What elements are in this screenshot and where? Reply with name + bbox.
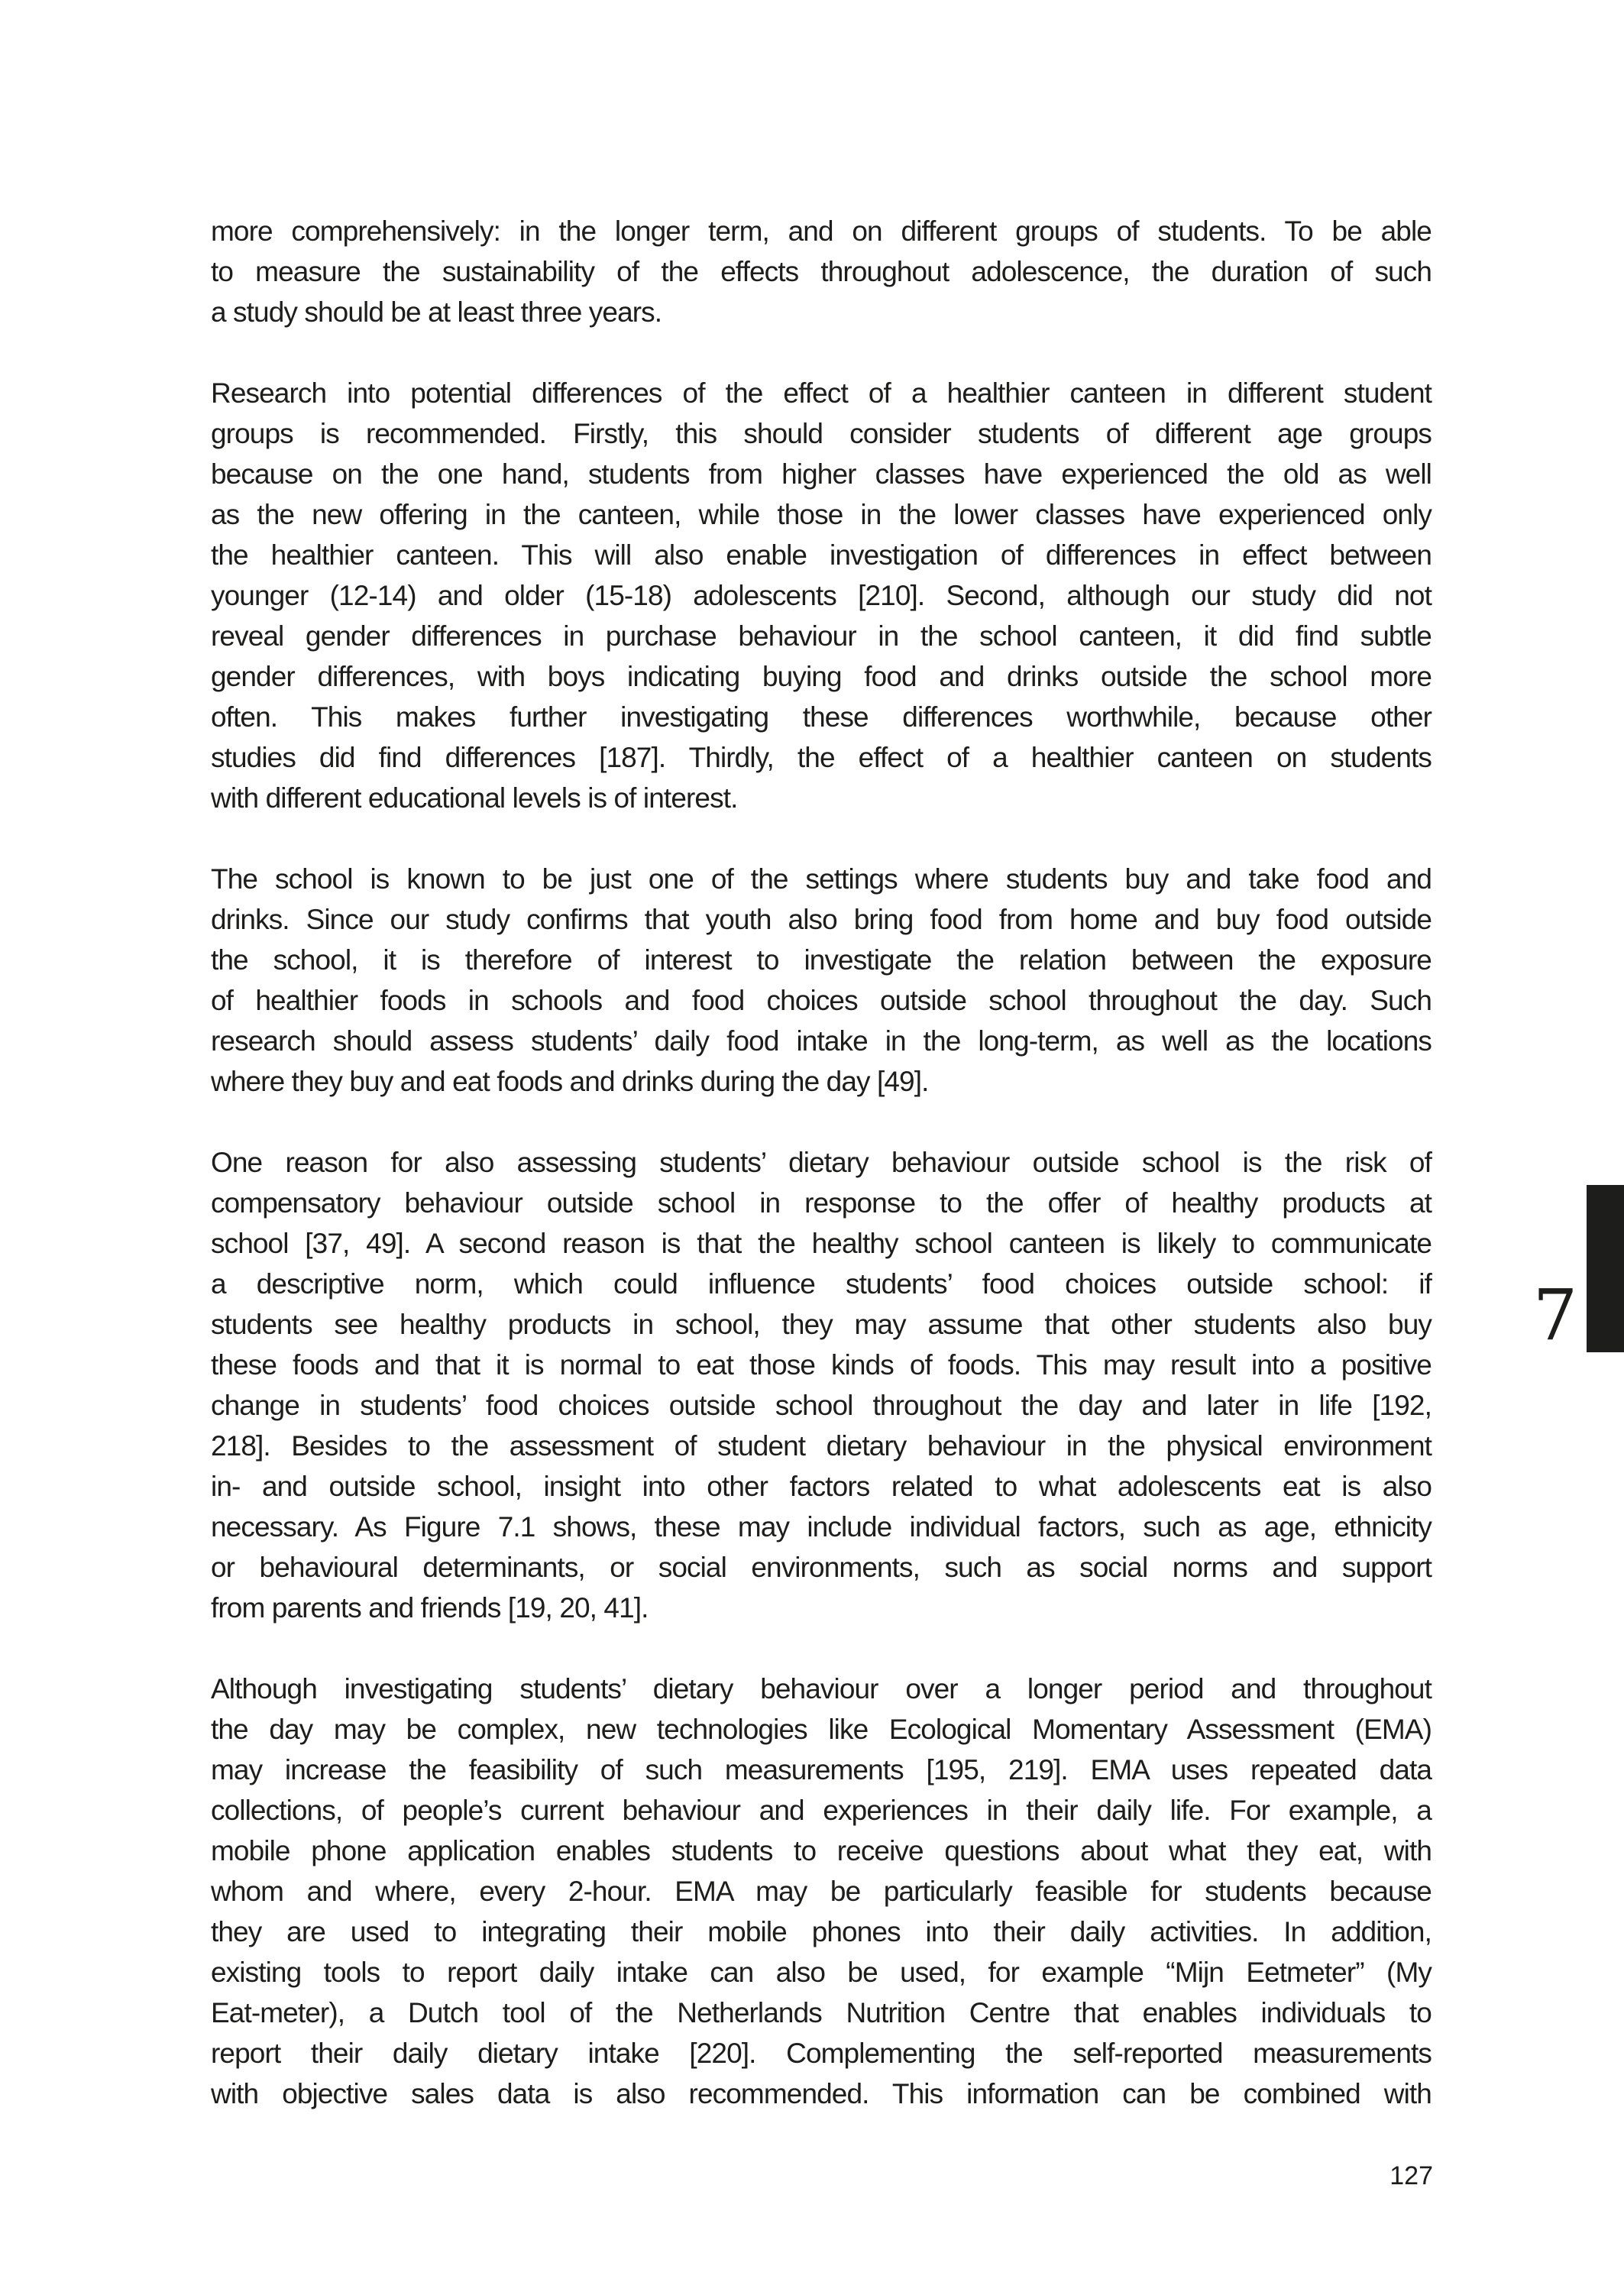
text-line: reveal gender differences in purchase behaviour in the school canteen, it did find subtle	[211, 620, 1432, 652]
text-line: students see healthy products in school, they may assume that other students also buy	[211, 1309, 1432, 1340]
page-number: 127	[1389, 2161, 1433, 2190]
text-line: collections, of people’s current behaviour and experiences in their daily life. For example, a	[211, 1795, 1432, 1826]
text-line: whom and where, every 2-hour. EMA may be particularly feasible for students because	[211, 1876, 1432, 1907]
text-line: where they buy and eat foods and drinks during the day [49].	[211, 1066, 929, 1097]
paragraph-2	[211, 373, 1432, 818]
text-line: gender differences, with boys indicating buying food and drinks outside the school more	[211, 661, 1432, 692]
text-line: younger (12-14) and older (15-18) adolescents [210]. Second, although our study did not	[211, 580, 1432, 611]
chapter-tab-bar	[1587, 1185, 1624, 1352]
text-line: One reason for also assessing students’ dietary behaviour outside school is the risk of	[211, 1147, 1432, 1178]
paragraph-3	[211, 859, 1432, 1102]
text-line: because on the one hand, students from higher classes have experienced the old as well	[211, 458, 1432, 490]
text-line: these foods and that it is normal to eat those kinds of foods. This may result into a positive	[211, 1349, 1432, 1381]
text-line: often. This makes further investigating these differences worthwhile, because other	[211, 701, 1432, 733]
text-line: may increase the feasibility of such measurements [195, 219]. EMA uses repeated data	[211, 1754, 1432, 1785]
text-line: Eat-meter), a Dutch tool of the Netherlands Nutrition Centre that enables individuals to	[211, 1997, 1432, 2028]
text-line: more comprehensively: in the longer term, and on different groups of students. To be able	[211, 215, 1432, 247]
text-line: drinks. Since our study confirms that youth also bring food from home and buy food outside	[211, 904, 1432, 935]
text-line: with different educational levels is of interest.	[211, 782, 738, 814]
text-line: change in students’ food choices outside school throughout the day and later in life [192,	[211, 1390, 1432, 1421]
text-line: of healthier foods in schools and food choices outside school throughout the day. Such	[211, 985, 1432, 1016]
paragraph-5	[211, 1669, 1432, 2114]
chapter-number: 7	[1532, 1274, 1578, 1356]
text-line: studies did find differences [187]. Thirdly, the effect of a healthier canteen on students	[211, 742, 1432, 773]
text-line: Although investigating students’ dietary behaviour over a longer period and throughout	[211, 1673, 1432, 1704]
text-line: school [37, 49]. A second reason is that the healthy school canteen is likely to communicate	[211, 1228, 1432, 1259]
text-line: from parents and friends [19, 20, 41].	[211, 1592, 649, 1624]
text-line: 218]. Besides to the assessment of student dietary behaviour in the physical environment	[211, 1430, 1432, 1462]
text-line: report their daily dietary intake [220]. Complementing the self-reported measurements	[211, 2038, 1432, 2069]
paragraph-1	[211, 211, 1432, 332]
text-line: Research into potential differences of the effect of a healthier canteen in different student	[211, 377, 1432, 409]
text-line: or behavioural determinants, or social environments, such as social norms and support	[211, 1552, 1432, 1583]
text-line: the day may be complex, new technologies like Ecological Momentary Assessment (EMA)	[211, 1714, 1432, 1745]
text-line: existing tools to report daily intake can also be used, for example “Mijn Eetmeter” (My	[211, 1957, 1432, 1988]
text-line: mobile phone application enables students to receive questions about what they eat, with	[211, 1835, 1432, 1866]
page-body	[211, 211, 1432, 2154]
text-line: in- and outside school, insight into other factors related to what adolescents eat is also	[211, 1471, 1432, 1502]
text-line: a descriptive norm, which could influence students’ food choices outside school: if	[211, 1268, 1432, 1300]
text-line: with objective sales data is also recommended. This information can be combined with	[211, 2078, 1432, 2109]
text-line: necessary. As Figure 7.1 shows, these may include individual factors, such as age, ethnicity	[211, 1511, 1432, 1543]
text-line: the healthier canteen. This will also enable investigation of differences in effect between	[211, 539, 1432, 571]
text-line: they are used to integrating their mobile phones into their daily activities. In addition,	[211, 1916, 1432, 1947]
text-line: The school is known to be just one of the settings where students buy and take food and	[211, 863, 1432, 895]
text-line: a study should be at least three years.	[211, 296, 662, 328]
text-line: as the new offering in the canteen, while those in the lower classes have experienced only	[211, 499, 1432, 530]
text-line: groups is recommended. Firstly, this should consider students of different age groups	[211, 418, 1432, 449]
paragraph-4	[211, 1142, 1432, 1628]
text-line: the school, it is therefore of interest to investigate the relation between the exposure	[211, 944, 1432, 976]
text-line: compensatory behaviour outside school in response to the offer of healthy products at	[211, 1187, 1432, 1219]
text-line: to measure the sustainability of the effects throughout adolescence, the duration of such	[211, 256, 1432, 287]
text-line: research should assess students’ daily food intake in the long-term, as well as the locations	[211, 1025, 1432, 1057]
